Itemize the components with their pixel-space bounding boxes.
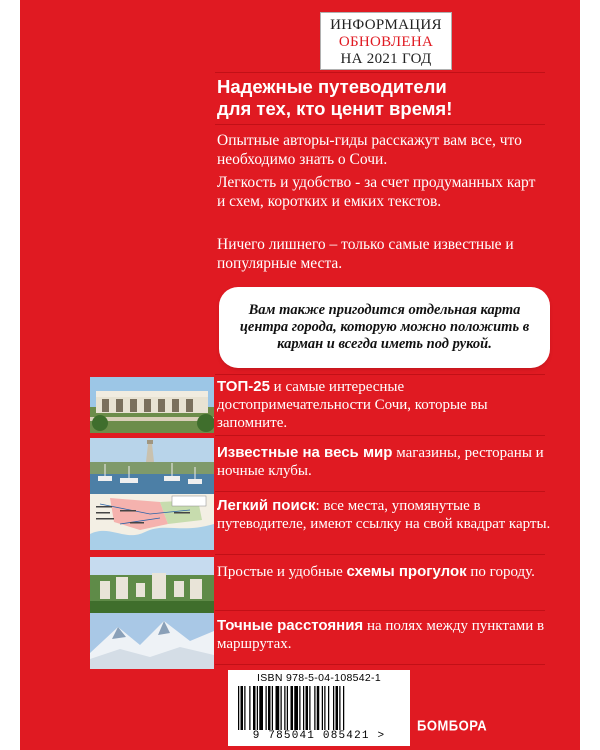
divider: [215, 72, 545, 73]
divider: [215, 124, 545, 125]
barcode-bar: [253, 686, 256, 730]
barcode-bar: [257, 686, 258, 730]
barcode-bar: [281, 686, 282, 730]
badge-line-1: ИНФОРМАЦИЯ: [330, 17, 442, 33]
barcode-bar: [249, 686, 250, 730]
barcode-bar: [268, 686, 271, 730]
map-note-text: Вам также пригодится отдельная карта центра города, которую можно положить в карман и всегда иметь под рукой.: [239, 302, 530, 352]
feature-walks: [217, 563, 552, 581]
feature-distances-bold: Точные расстояния: [217, 617, 364, 634]
barcode-bar: [324, 686, 325, 730]
barcode-bar: [272, 686, 273, 730]
barcode-bar: [306, 686, 309, 730]
convenience-paragraph: Легкость и удобство - за счет продуманных карт и схем, коротких и емких текстов.: [217, 174, 536, 210]
divider: [215, 664, 545, 665]
headline-line-1: Надежные путеводители: [217, 76, 447, 97]
barcode-bar: [291, 686, 294, 730]
barcode-bar: [328, 686, 329, 730]
nothing-extra-paragraph: Ничего лишнего – только самые известные и популярные места.: [217, 236, 514, 272]
barcode-bar: [287, 686, 288, 730]
feature-search-text: : все места, упомянутые в путеводителе, имеют ссылку на свой квадрат карты.: [217, 498, 551, 532]
barcode-bar: [343, 686, 344, 730]
headline: [217, 76, 557, 120]
barcode-bars: [238, 686, 400, 730]
barcode-bar: [339, 686, 340, 730]
feature-famous: [217, 444, 552, 480]
mountains-photo: [90, 613, 214, 669]
feature-distances: [217, 617, 552, 653]
feature-search-bold: Легкий поиск: [217, 497, 316, 514]
intro-paragraph: Опытные авторы-гиды расскажут вам все, что необходимо знать о Сочи.: [217, 132, 522, 168]
cover-background: [20, 0, 580, 750]
barcode-bar: [266, 686, 267, 730]
barcode: [228, 670, 410, 746]
barcode-bar: [299, 686, 300, 730]
divider: [215, 374, 545, 375]
feature-top25-bold: ТОП-25: [217, 378, 270, 395]
feature-top25-text: и самые интересные достопримечательности Сочи, которые вы запомните.: [217, 379, 488, 431]
feature-search: [217, 497, 552, 533]
barcode-bar: [317, 686, 320, 730]
barcode-bar: [294, 686, 298, 730]
feature-distances-text: на полях между пунктами в маршрутах.: [217, 618, 545, 652]
barcode-bar: [303, 686, 304, 730]
feature-famous-text: магазины, рестораны и ночные клубы.: [217, 445, 544, 479]
divider: [215, 554, 545, 555]
headline-line-2: для тех, кто ценит время!: [217, 98, 453, 119]
harbor-photo: [90, 438, 214, 494]
divider: [215, 491, 545, 492]
feature-walks-prefix: Простые и удобные: [217, 564, 347, 580]
feature-top25: [217, 378, 552, 432]
badge-line-2: ОБНОВЛЕНА: [338, 34, 434, 50]
barcode-bar: [241, 686, 244, 730]
map-thumbnail: [90, 494, 214, 550]
colonnade-photo: [90, 377, 214, 433]
divider: [215, 435, 545, 436]
update-badge: [320, 12, 452, 70]
barcode-bar: [336, 686, 339, 730]
barcode-bar: [322, 686, 323, 730]
barcode-bar: [284, 686, 285, 730]
isbn-text: ISBN 978-5-04-108542-1: [257, 672, 381, 684]
feature-famous-bold: Известные на весь мир: [217, 444, 393, 461]
barcode-bar: [244, 686, 245, 730]
badge-line-3: НА 2021 ГОД: [340, 51, 432, 67]
barcode-bar: [314, 686, 315, 730]
barcode-bar: [238, 686, 239, 730]
city-photo: [90, 557, 214, 613]
divider: [215, 610, 545, 611]
barcode-bar: [309, 686, 310, 730]
feature-walks-text: по городу.: [466, 564, 535, 580]
feature-walks-bold: схемы прогулок: [346, 563, 467, 580]
barcode-bar: [259, 686, 263, 730]
publisher-logo: БОМБОРА: [417, 716, 488, 735]
barcode-bar: [276, 686, 280, 730]
map-note-box: [222, 290, 547, 365]
barcode-digits: 9 785041 085421 >: [252, 730, 386, 742]
barcode-bar: [333, 686, 334, 730]
